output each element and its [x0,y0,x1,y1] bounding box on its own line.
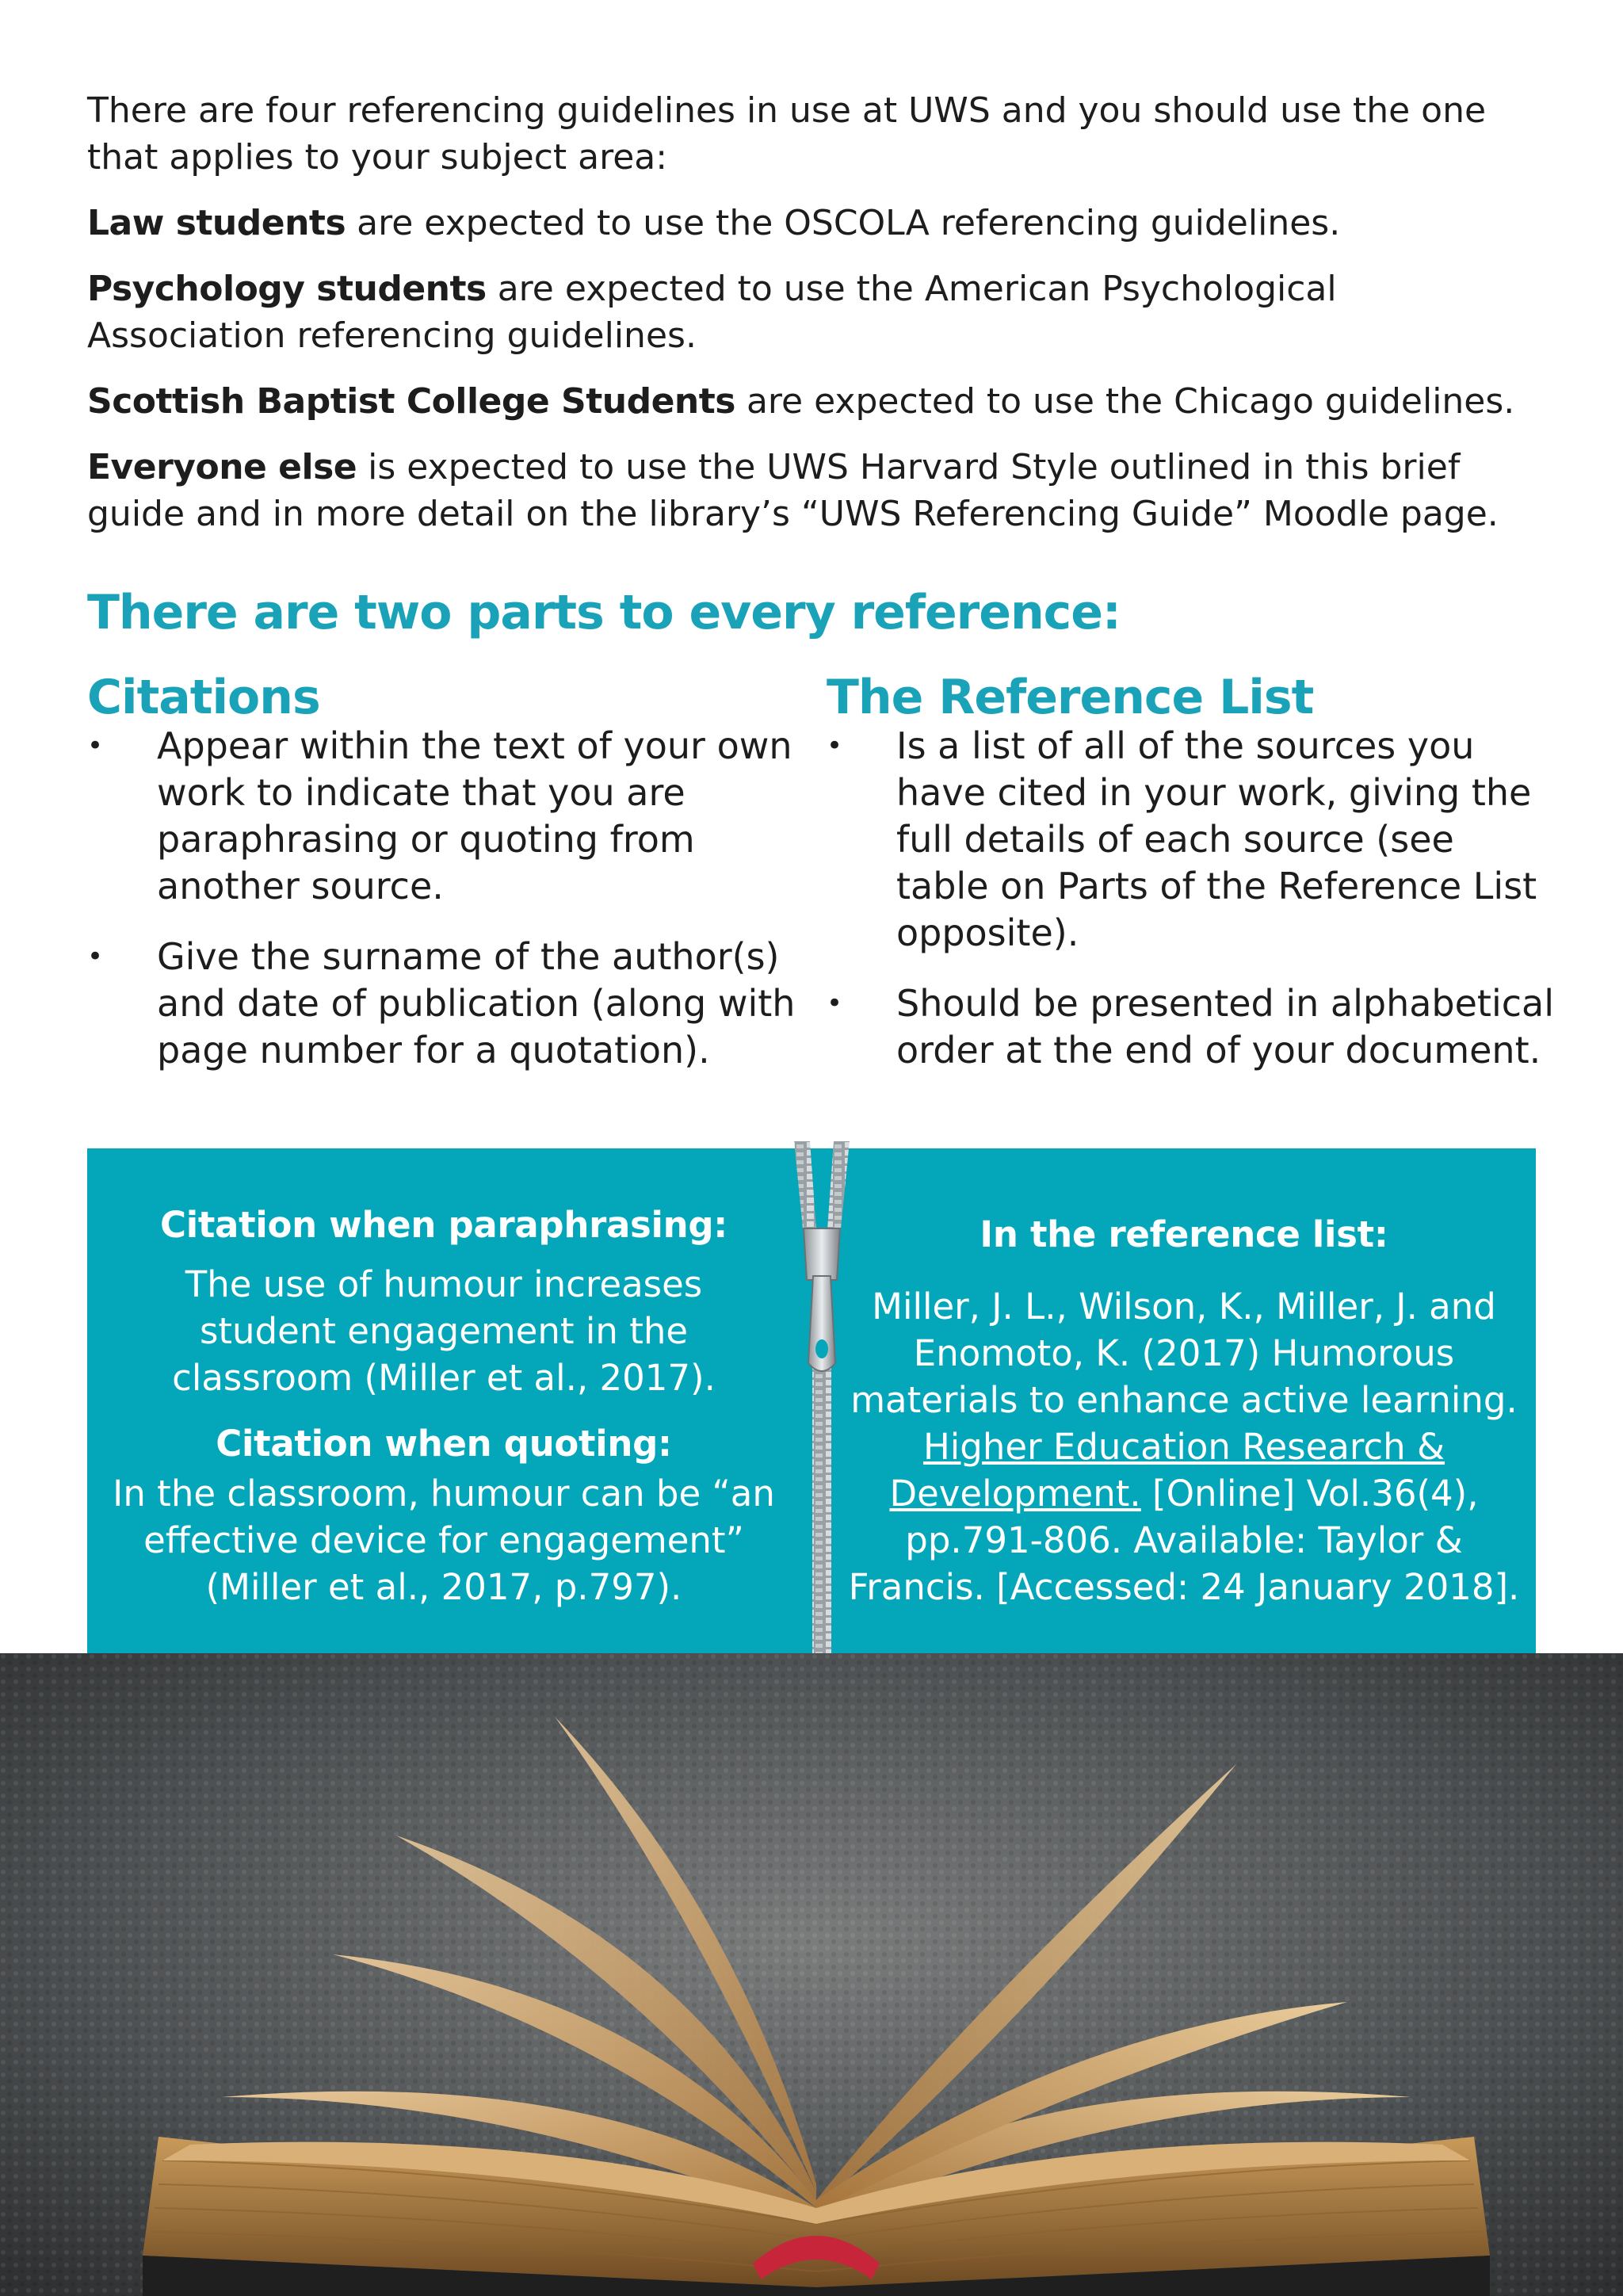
quote-text: In the classroom, humour can be “an effective device for engagement” (Miller et al., 2017, p.797). [113,1473,775,1608]
journal-link[interactable]: Higher Education Research & Development. [889,1426,1445,1515]
intro-lead: There are four referencing guidelines in use at UWS and you should use the one that applies to your subject area: [87,90,1487,178]
parts-heading: There are two parts to every reference: [87,585,1121,640]
intro-text [87,87,1545,556]
list-item: • Give the surname of the author(s) and date of publication (along with page number for a quotation). [87,935,796,1072]
citations-title: Citations [87,670,320,725]
list-item: • Appear within the text of your own work to indicate that you are paraphrasing or quoting from another source. [87,724,792,907]
paraphrase-text: The use of humour increases student engagement in the classroom (Miller et al., 2017). [172,1263,716,1399]
quote-heading: Citation when quoting: [216,1423,672,1465]
reference-list-column [827,723,1556,1098]
paraphrase-heading: Citation when paraphrasing: [159,1204,727,1246]
reference-example [832,1148,1536,1653]
list-item: • Should be presented in alphabetical order at the end of your document. [827,982,1554,1072]
reference-list-title: The Reference List [827,670,1314,725]
citation-examples [87,1148,800,1653]
open-book-photo [0,1653,1623,2296]
guideline-everyone-else: Everyone else is expected to use the UWS Harvard Style outlined in this brief guide and in more detail on the library’s “UWS Referencing Guide” Moodle page. [87,447,1499,534]
guideline-law: Law students are expected to use the OSCOLA referencing guidelines. [87,203,1341,243]
ref-heading: In the reference list: [980,1213,1388,1255]
ref-text: Miller, J. L., Wilson, K., Miller, J. and Enomoto, K. (2017) Humorous materials to enhance active learning. Higher Education Research & Development. [Online] Vol.36(4), pp.791-806. Available: Taylor & Francis. [Accessed: 24 January 2018]. [848,1286,1520,1608]
citations-column [87,723,816,1098]
guideline-psychology: Psychology students are expected to use the American Psychological Association referencing guidelines. [87,269,1337,356]
guideline-scottish-baptist: Scottish Baptist College Students are expected to use the Chicago guidelines. [87,381,1515,422]
list-item: • Is a list of all of the sources you have cited in your work, giving the full details of each source (see table on Parts of the Reference List opposite). [827,724,1537,954]
zipper-icon [786,1141,857,1664]
